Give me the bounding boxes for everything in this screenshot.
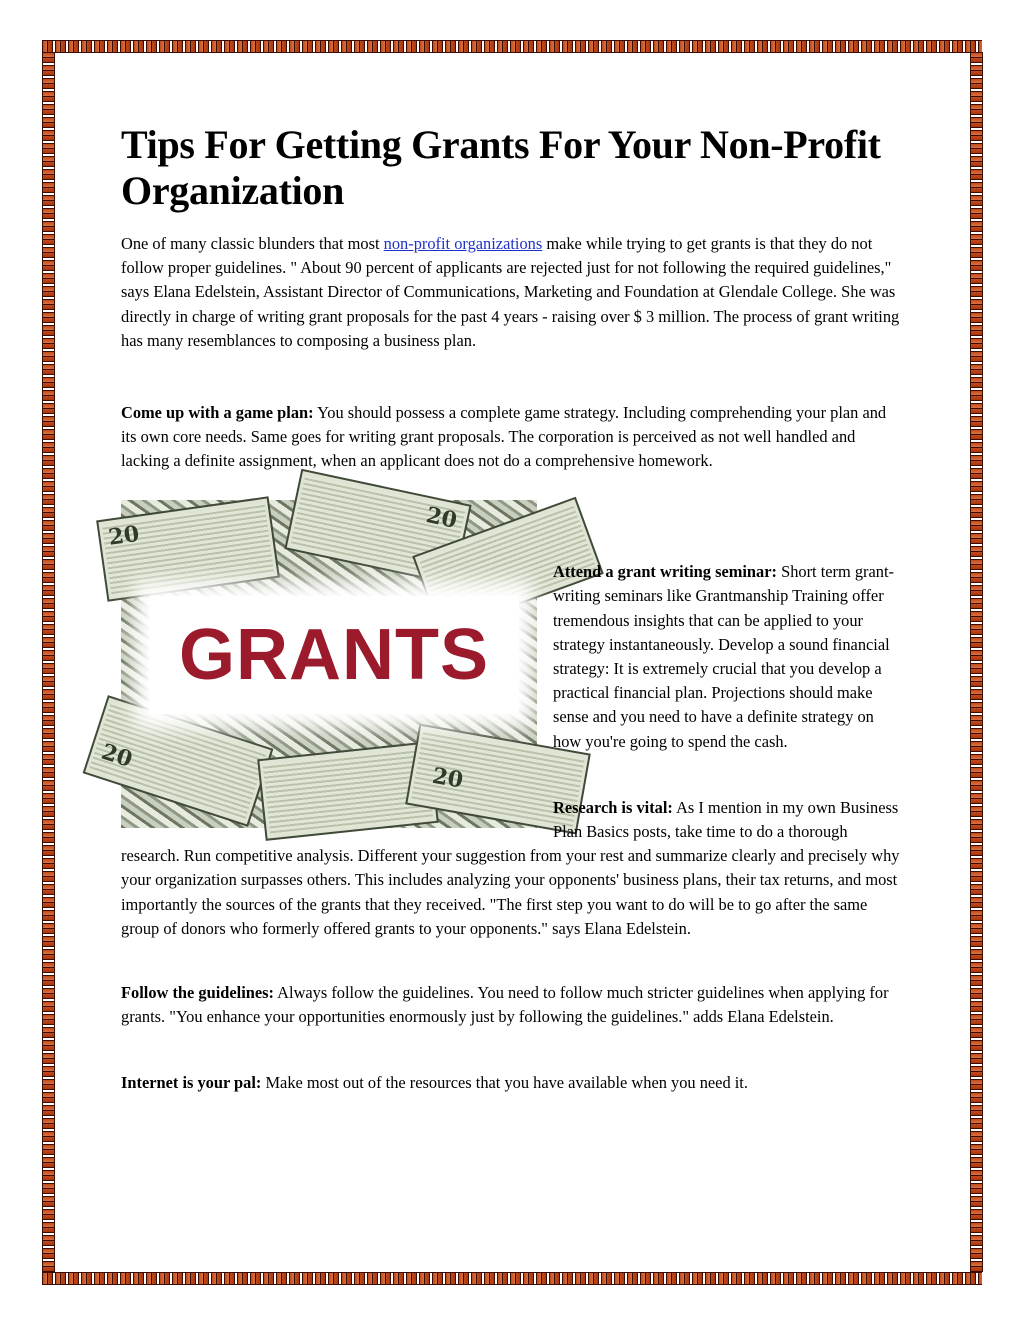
section-text: Short term grant-writing seminars like Grantmanship Training offer tremendous insights that can be applied to your strategy instantaneously. Develop a sound financial strategy: It is extremely crucial that you develop a practical financial plan. Projections should make sense and you need to have a definite strategy on how you're going to spend the cash. [553, 562, 894, 751]
spacer [121, 353, 901, 401]
section-internet [121, 1071, 901, 1095]
section-heading: Attend a grant writing seminar: [553, 562, 777, 582]
section-heading: Internet is your pal: [121, 1073, 262, 1093]
page-border-bottom [42, 1272, 982, 1285]
section-text: You should possess a complete game strategy. Including comprehending your plan and its own core needs. Same goes for writing grant proposals. The corporation is perceived as not well handled and lacking a definite assignment, when an applicant does not do a comprehensive homework. [121, 403, 887, 471]
section-heading: Research is vital: [553, 797, 673, 817]
section-text: Always follow the guidelines. You need to follow much stricter guidelines when applying for grants. "You enhance your opportunities enormously just by following the guidelines." adds Elana Edelstein. [121, 983, 889, 1027]
section-text: Make most out of the resources that you have available when you need it. [261, 1073, 748, 1093]
section-guidelines [121, 981, 901, 1029]
intro-text-rest: make while trying to get grants is that they do not follow proper guidelines. " About 90 percent of applicants are rejected just for not following the required guidelines," says Elana Edelstein, Assistant Director of Communications, Marketing and Foundation at Glendale College. She was directly in charge of writing grant proposals for the past 4 years - raising over $ 3 million. The process of grant writing has many resemblances to composing a business plan. [121, 234, 900, 350]
spacer [121, 1029, 901, 1071]
page-border-right [970, 52, 983, 1272]
article-body [121, 122, 901, 474]
section-game-plan [121, 401, 901, 474]
section-text: As I mention in my own Business Plan Basics posts, take time to do a thorough research. Run competitive analysis. Different your suggestion from your rest and summarize clearly and precisely why your organization surpasses others. This includes analyzing your opponents' business plans, their tax returns, and most importantly the sources of the grants that they received. "The first step you want to do will be to go after the same group of donors who formerly offered grants to your opponents." says Elana Edelstein. [121, 797, 900, 938]
section-heading: Follow the guidelines: [121, 983, 274, 1003]
wrapped-sections [121, 496, 901, 1096]
page-title: Tips For Getting Grants For Your Non-Profit Organization [121, 122, 881, 213]
intro-text-start: One of many classic blunders that most [121, 234, 384, 253]
spacer [121, 941, 901, 981]
dollar-bill: 20 [83, 695, 274, 827]
image-spacer [121, 496, 553, 832]
dollar-bill: 20 [96, 496, 280, 601]
dollar-bill: 20 [405, 724, 591, 835]
non-profit-organizations-link[interactable]: non-profit organizations [383, 234, 543, 253]
page-border-top [42, 40, 982, 53]
section-heading: Come up with a game plan: [121, 403, 314, 423]
intro-paragraph [121, 232, 901, 353]
page-border-left [42, 52, 55, 1272]
dollar-bill: 20 [284, 469, 471, 585]
grants-logo-text: GRANTS [179, 615, 489, 695]
